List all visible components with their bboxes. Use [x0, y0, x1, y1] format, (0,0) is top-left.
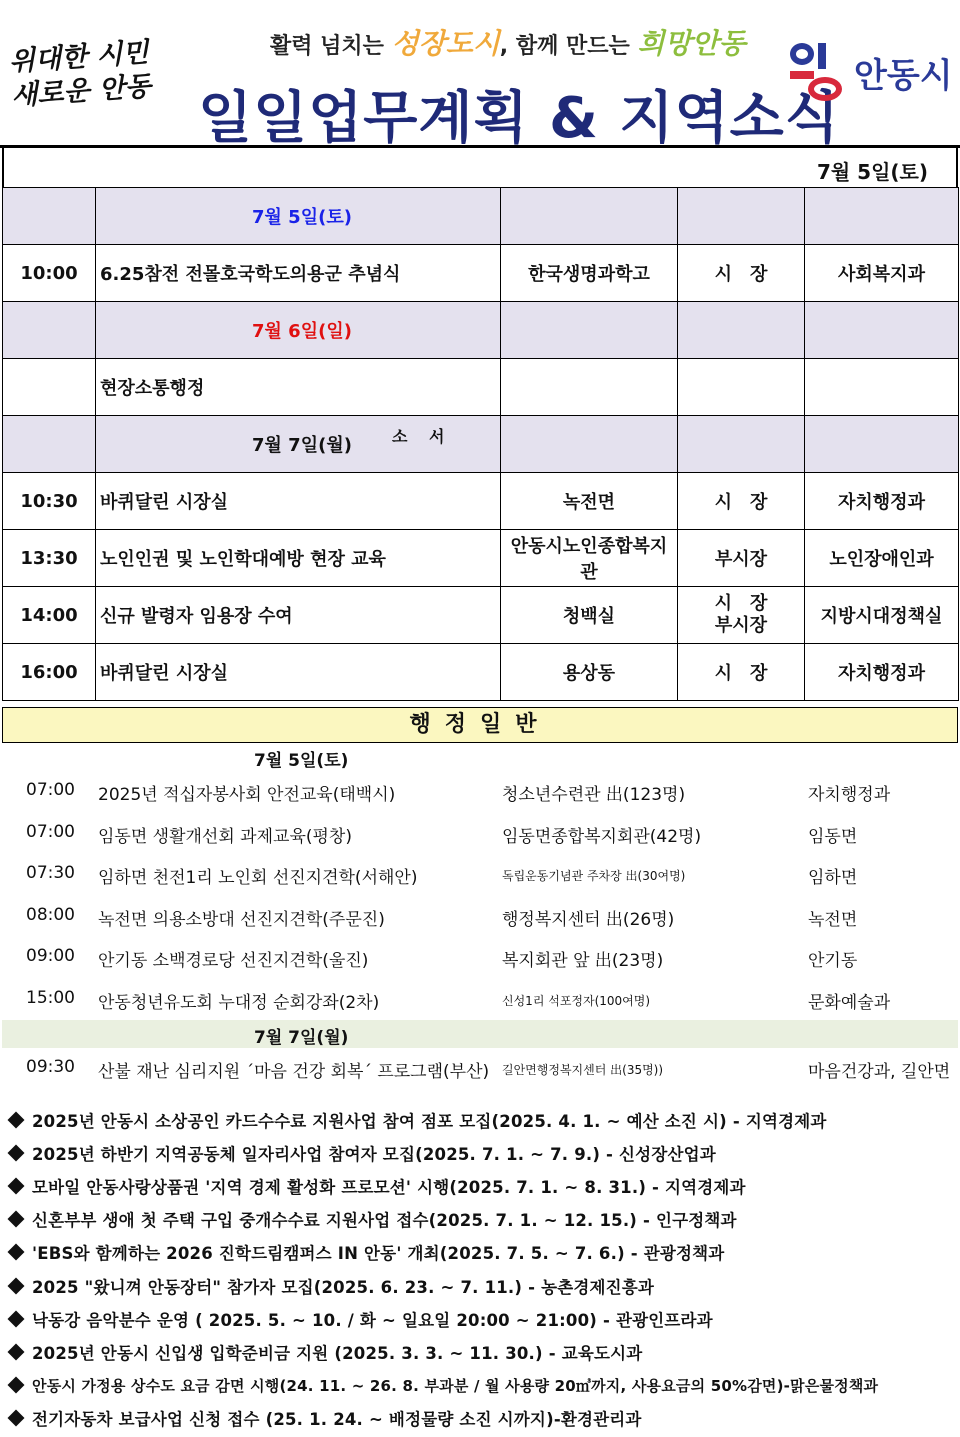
- empty-cell: [3, 302, 96, 359]
- slogan-line-1: 위대한 시민: [7, 37, 150, 78]
- admin-place: 복지회관 앞 出(23명): [502, 951, 664, 971]
- attendee-cell: [678, 473, 805, 530]
- notice-text: 2025년 안동시 신입생 입학준비금 지원 (2025. 3. 3. ~ 11. 30.) - 교육도시과: [32, 1343, 643, 1363]
- time-cell: [3, 587, 96, 644]
- time-cell: [3, 359, 96, 416]
- admin-event: 산불 재난 심리지원 ´마음 건강 회복´ 프로그램(부산): [98, 1062, 490, 1082]
- dept-cell: [805, 359, 959, 416]
- admin-list: [2, 743, 958, 1090]
- admin-row: [2, 813, 958, 855]
- admin-event: 임동면 생활개선회 과제교육(평창): [98, 826, 352, 847]
- notice-text: 2025년 안동시 소상공인 카드수수료 지원사업 참여 점포 모집(2025. 4. 1. ~ 예산 소진 시) - 지역경제과: [32, 1111, 827, 1131]
- admin-dept: 마음건강과, 길안면: [808, 1062, 951, 1082]
- admin-time: 07:00: [26, 780, 75, 800]
- notice-item: [6, 1402, 956, 1435]
- admin-day-label: 7월 5일(토): [254, 751, 349, 771]
- admin-place: 임동면종합복지회관(42명): [502, 826, 702, 847]
- schedule-day-row: [3, 416, 959, 473]
- dept-cell: [805, 587, 959, 644]
- event-cell: [96, 530, 501, 587]
- dept-cell-text: 노인장애인과: [829, 549, 934, 570]
- admin-dept: 문화예술과: [808, 992, 891, 1013]
- empty-cell: [501, 416, 678, 473]
- schedule-row: [3, 245, 959, 302]
- notice-text: 2025년 하반기 지역공동체 일자리사업 참여자 모집(2025. 7. 1. ~ 7. 9.) - 신성장산업과: [32, 1144, 716, 1164]
- empty-cell: [501, 188, 678, 245]
- place-cell-text: 용상동: [562, 663, 616, 684]
- attendee-cell-text: 시 장: [714, 264, 768, 285]
- notice-item: [6, 1203, 956, 1236]
- event-cell: [96, 644, 501, 701]
- place-cell-text: 녹전면: [562, 492, 616, 513]
- diamond-bullet-icon: [8, 1277, 25, 1294]
- schedule-table: [2, 187, 959, 701]
- place-cell: [501, 245, 678, 302]
- admin-row: [2, 937, 958, 979]
- notice-text: 2025 "왔니껴 안동장터" 참가자 모집(2025. 6. 23. ~ 7. 11.) - 농촌경제진흥과: [32, 1277, 655, 1297]
- attendee-cell-text: 시 장 부시장: [714, 593, 768, 636]
- page-header: [0, 0, 960, 151]
- day-label-text: 7월 6일(일): [252, 321, 352, 342]
- schedule-day-row: [3, 188, 959, 245]
- notice-text: 'EBS와 함께하는 2026 진학드림캠퍼스 IN 안동' 개최(2025. 7. 5. ~ 7. 6.) - 관광정책과: [32, 1244, 725, 1264]
- empty-cell: [678, 416, 805, 473]
- notice-text: 전기자동차 보급사업 신청 접수 (25. 1. 24. ~ 배정물량 소진 시까지)-환경관리과: [32, 1410, 642, 1430]
- place-cell: [501, 359, 678, 416]
- andong-logo: [788, 40, 953, 104]
- event-cell-text: 현장소통행정: [100, 378, 205, 399]
- admin-event: 안기동 소백경로당 선진지견학(울진): [98, 951, 369, 971]
- place-cell: [501, 530, 678, 587]
- schedule-row: [3, 473, 959, 530]
- day-label: [96, 302, 501, 359]
- place-cell-text: 청백실: [562, 606, 616, 627]
- event-cell-text: 노인인권 및 노인학대예방 현장 교육: [100, 549, 386, 570]
- place-cell-text: 안동시노인종합복지관: [510, 536, 668, 583]
- attendee-cell-text: 시 장: [714, 663, 768, 684]
- admin-dept: 녹전면: [808, 909, 858, 930]
- report-date: [2, 148, 958, 188]
- admin-day-row: [2, 743, 958, 771]
- tagline-mid: , 함께 만드는: [499, 34, 638, 59]
- notice-item: [6, 1236, 956, 1269]
- schedule-row: [3, 359, 959, 416]
- empty-cell: [805, 302, 959, 359]
- notice-item: [6, 1335, 956, 1368]
- event-cell: [96, 473, 501, 530]
- time-cell: [3, 530, 96, 587]
- notice-item: [6, 1103, 956, 1136]
- diamond-bullet-icon: [8, 1343, 25, 1360]
- attendee-cell: [678, 530, 805, 587]
- page-title: 일일업무계획 & 지역소식: [198, 86, 840, 151]
- diamond-bullet-icon: [8, 1244, 25, 1261]
- andong-logo-icon: [788, 41, 848, 103]
- dept-cell-text: 자치행정과: [838, 663, 925, 684]
- admin-dept: 안기동: [808, 951, 858, 971]
- notice-text: 모바일 안동사랑상품권 '지역 경제 활성화 프로모션' 시행(2025. 7. 1. ~ 8. 31.) - 지역경제과: [32, 1177, 746, 1197]
- attendee-cell: [678, 644, 805, 701]
- notice-text: 안동시 가정용 상수도 요금 감면 시행(24. 11. ~ 26. 8. 부과분 / 월 사용량 20㎥까지, 사용요금의 50%감면)-맑은물정책과: [32, 1376, 879, 1395]
- admin-time: 07:00: [26, 821, 75, 842]
- diamond-bullet-icon: [8, 1144, 25, 1161]
- tagline-highlight-growth: 성장도시: [391, 27, 500, 60]
- admin-day-label: 7월 7일(월): [254, 1028, 349, 1048]
- dept-cell-text: 자치행정과: [838, 492, 925, 513]
- attendee-cell-text: 시 장: [714, 492, 768, 513]
- event-cell: [96, 359, 501, 416]
- empty-cell: [805, 416, 959, 473]
- event-cell: [96, 245, 501, 302]
- admin-event: 2025년 적십자봉사회 안전교육(태백시): [98, 785, 396, 805]
- attendee-cell: [678, 587, 805, 644]
- notice-item: [6, 1269, 956, 1302]
- place-cell: [501, 587, 678, 644]
- dept-cell: [805, 644, 959, 701]
- attendee-cell-text: 부시장: [714, 549, 768, 570]
- admin-event: 녹전면 의용소방대 선진지견학(주문진): [98, 909, 385, 930]
- event-cell-text: 6.25참전 전몰호국학도의용군 추념식: [100, 264, 401, 285]
- admin-row: [2, 979, 958, 1021]
- time-cell-text: 10:00: [20, 262, 78, 284]
- tagline-pre: 활력 넘치는: [270, 34, 392, 59]
- empty-cell: [3, 188, 96, 245]
- dept-cell-text: 지방시대정책실: [820, 606, 943, 627]
- place-cell-text: 한국생명과학고: [528, 264, 650, 285]
- diamond-bullet-icon: [8, 1177, 25, 1194]
- notice-list: [6, 1103, 956, 1435]
- place-cell: [501, 473, 678, 530]
- admin-dept: 임하면: [808, 868, 858, 888]
- tagline: [270, 22, 746, 62]
- schedule-row: [3, 530, 959, 587]
- empty-cell: [501, 302, 678, 359]
- diamond-bullet-icon: [8, 1310, 25, 1327]
- admin-event: 임하면 천전1리 노인회 선진지견학(서해안): [98, 868, 418, 888]
- place-cell: [501, 644, 678, 701]
- event-cell-text: 바퀴달린 시장실: [100, 663, 228, 684]
- empty-cell: [678, 188, 805, 245]
- attach-note: 소 서: [392, 427, 453, 446]
- admin-time: 08:00: [26, 904, 75, 925]
- admin-dept: 자치행정과: [808, 785, 891, 805]
- admin-place: 독립운동기념관 주차장 出(30여명): [502, 869, 686, 883]
- admin-section-title: 행정일반: [2, 707, 958, 743]
- admin-place: 신성1리 석포정자(100여명): [502, 993, 651, 1008]
- diamond-bullet-icon: [8, 1111, 25, 1128]
- city-slogan: [8, 34, 177, 113]
- report-date-label: 7월 5일(토): [816, 160, 928, 184]
- event-cell-text: 바퀴달린 시장실: [100, 492, 228, 513]
- day-label-text: 7월 5일(토): [252, 207, 352, 228]
- slogan-line-2: 새로운 안동: [10, 70, 152, 112]
- admin-time: 09:30: [26, 1057, 75, 1077]
- time-cell-text: 13:30: [20, 547, 78, 569]
- admin-time: 09:00: [26, 946, 75, 966]
- dept-cell-text: 사회복지과: [838, 264, 925, 285]
- diamond-bullet-icon: [8, 1211, 25, 1228]
- schedule-day-row: [3, 302, 959, 359]
- notice-item: [6, 1136, 956, 1169]
- admin-day-row: [2, 1020, 958, 1048]
- empty-cell: [805, 188, 959, 245]
- admin-place: 길안면행정복지센터 出(35명)): [502, 1063, 664, 1077]
- admin-event: 안동청년유도회 누대정 순회강좌(2차): [98, 992, 380, 1013]
- time-cell-text: 10:30: [20, 490, 78, 512]
- event-cell-text: 신규 발령자 임용장 수여: [100, 606, 293, 627]
- schedule-row: [3, 644, 959, 701]
- notice-item: [6, 1369, 956, 1402]
- time-cell: [3, 644, 96, 701]
- time-cell: [3, 245, 96, 302]
- notice-item: [6, 1302, 956, 1335]
- time-cell-text: 16:00: [20, 661, 78, 683]
- admin-place: 행정복지센터 出(26명): [502, 909, 675, 930]
- empty-cell: [3, 416, 96, 473]
- logo-text: 안동시: [854, 55, 953, 96]
- attendee-cell: [678, 359, 805, 416]
- admin-time: 07:30: [26, 863, 75, 883]
- schedule-row: [3, 587, 959, 644]
- dept-cell: [805, 530, 959, 587]
- time-cell-text: 14:00: [20, 604, 78, 626]
- admin-row: [2, 771, 958, 813]
- time-cell: [3, 473, 96, 530]
- dept-cell: [805, 473, 959, 530]
- attendee-cell: [678, 245, 805, 302]
- admin-place: 청소년수련관 出(123명): [502, 785, 686, 805]
- notice-text: 신혼부부 생애 첫 주택 구입 중개수수료 지원사업 접수(2025. 7. 1. ~ 12. 15.) - 인구정책과: [32, 1211, 737, 1231]
- admin-dept: 임동면: [808, 826, 858, 847]
- empty-cell: [678, 302, 805, 359]
- diamond-bullet-icon: [8, 1377, 25, 1394]
- tagline-highlight-hope: 희망안동: [637, 27, 746, 60]
- admin-row: [2, 1048, 958, 1090]
- admin-row: [2, 896, 958, 938]
- diamond-bullet-icon: [8, 1410, 25, 1427]
- day-label: [96, 188, 501, 245]
- notice-item: [6, 1169, 956, 1202]
- admin-time: 15:00: [26, 987, 75, 1008]
- event-cell: [96, 587, 501, 644]
- day-label-text: 7월 7일(월): [252, 435, 352, 456]
- dept-cell: [805, 245, 959, 302]
- notice-text: 낙동강 음악분수 운영 ( 2025. 5. ~ 10. / 화 ~ 일요일 20:00 ~ 21:00) - 관광인프라과: [32, 1310, 713, 1330]
- admin-row: [2, 854, 958, 896]
